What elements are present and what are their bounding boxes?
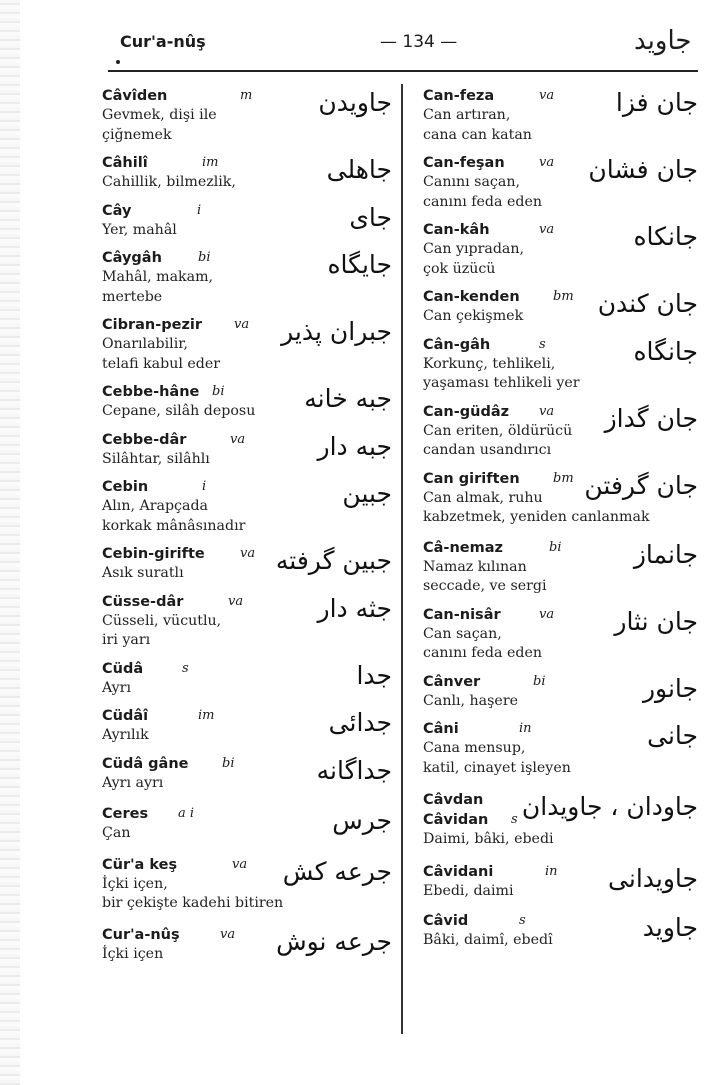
dictionary-entry: [423, 220, 698, 279]
ottoman-script-word: جان فزا: [615, 88, 698, 117]
headword: Can-nisâr: [423, 606, 501, 623]
definition-line: Ebedi, daimi: [423, 882, 514, 899]
definition-line: iri yarı: [102, 632, 151, 648]
ottoman-script-word: جان کندن: [597, 289, 698, 318]
grammar-tag: im: [202, 155, 219, 170]
headword: Câvîden: [102, 88, 168, 104]
ottoman-script-word: جاهلی: [326, 155, 392, 184]
headword: Can-feza: [423, 88, 495, 104]
ottoman-script-word: جاودان ، جاویدان: [521, 792, 698, 821]
ottoman-script-word: جدا: [356, 660, 392, 690]
headword: Cibran-pezir: [102, 317, 203, 333]
dictionary-entry: [102, 544, 392, 584]
definition-line: katil, cinayet işleyen: [423, 759, 571, 776]
headword: Câvidan: [423, 812, 489, 828]
ottoman-script-word: جاویدانی: [608, 863, 698, 893]
headword: Can giriften: [423, 470, 520, 487]
ottoman-script-word: جایگاه: [327, 250, 392, 279]
column-divider: [401, 84, 403, 1034]
headword: Cebin-girifte: [102, 546, 205, 562]
headword: Cebbe-dâr: [102, 431, 187, 448]
grammar-tag: bi: [549, 539, 562, 555]
headword: Can-feşan: [423, 155, 505, 171]
dictionary-entry: [102, 477, 392, 536]
dictionary-entry: [102, 153, 392, 193]
headword: Câ-nemaz: [423, 539, 503, 556]
dictionary-entry: [102, 659, 392, 699]
definition-line: Can eriten, öldürücü: [423, 422, 573, 439]
dictionary-entry: [102, 201, 392, 241]
left-column: [102, 86, 392, 964]
grammar-tag: va: [228, 593, 244, 609]
definition-line: Cana mensup,: [423, 740, 526, 756]
grammar-tag: va: [539, 222, 555, 237]
grammar-tag: va: [232, 856, 248, 872]
ottoman-script-word: جرعه نوش: [276, 926, 392, 956]
dictionary-entry: [423, 335, 698, 394]
definition-line: çok üzücü: [423, 260, 496, 277]
headword: Ceres: [102, 806, 149, 822]
headword: Cebin: [102, 479, 149, 495]
dictionary-entry: [102, 706, 392, 746]
headword: Can-güdâz: [423, 403, 510, 420]
definition-line: mertebe: [102, 288, 163, 305]
grammar-tag: va: [539, 403, 555, 419]
dictionary-entry: [102, 804, 392, 844]
page-number: — 134 —: [380, 32, 458, 52]
definition-line: Can çekişmek: [423, 308, 524, 324]
definition-line: Cahillik, bilmezlik,: [102, 174, 236, 190]
headword: Câvidani: [423, 863, 494, 880]
ottoman-script-word: جرعه کش: [282, 856, 392, 886]
grammar-tag: va: [539, 606, 555, 622]
definition-line: Canlı, haşere: [423, 692, 518, 709]
definition-line: canını feda eden: [423, 193, 542, 210]
grammar-tag: bm: [553, 289, 574, 304]
grammar-tag: bi: [222, 755, 235, 771]
definition-line: Can artıran,: [423, 107, 511, 123]
ottoman-script-word: جبران پذیر: [281, 317, 392, 346]
definition-line: yaşaması tehlikeli yer: [423, 375, 580, 391]
definition-line: İçki içen: [102, 945, 164, 962]
grammar-tag: a i: [178, 806, 195, 821]
grammar-tag: va: [539, 88, 555, 103]
grammar-tag: s: [539, 336, 546, 352]
headword: Cüsse-dâr: [102, 593, 184, 610]
grammar-tag: s: [182, 660, 189, 676]
dictionary-entry: [102, 86, 392, 145]
ottoman-script-word: جانکاه: [633, 222, 698, 251]
dictionary-entry: [102, 855, 392, 914]
grammar-tag: va: [539, 155, 555, 170]
dictionary-entry: [423, 790, 698, 850]
ottoman-script-word: جرس: [332, 806, 392, 835]
grammar-tag: in: [545, 863, 558, 879]
definition-line: Silâhtar, silâhlı: [102, 450, 210, 467]
dictionary-entry: [423, 153, 698, 212]
ottoman-script-word: جبین گرفته: [275, 546, 392, 575]
definition-line: Canını saçan,: [423, 174, 520, 190]
grammar-tag: m: [240, 88, 253, 103]
definition-line: Daimi, bâki, ebedi: [423, 831, 554, 847]
dictionary-entry: [102, 925, 392, 965]
grammar-tag: va: [230, 431, 246, 447]
definition-line: cana can katan: [423, 126, 532, 143]
definition-line: kabzetmek, yeniden canlanmak: [423, 509, 650, 525]
definition-line: seccade, ve sergi: [423, 578, 547, 594]
running-head-right: جاوید: [634, 26, 692, 56]
page-edge-scan: [0, 0, 20, 1085]
headword: Cân-gâh: [423, 336, 491, 353]
grammar-tag: i: [202, 479, 207, 494]
definition-line: Ayrı: [102, 679, 132, 696]
grammar-tag: s: [519, 913, 526, 928]
headword: Câni: [423, 721, 459, 737]
headword: Cebbe-hâne: [102, 384, 200, 400]
headword: Can-kenden: [423, 289, 520, 305]
dictionary-entry: [423, 538, 698, 597]
grammar-tag: i: [197, 202, 202, 218]
ottoman-script-word: جان نثار: [614, 606, 698, 636]
ottoman-script-word: جدائی: [328, 708, 392, 737]
definition-line: Cüsseli, vücutlu,: [102, 612, 222, 629]
dictionary-entry: [423, 605, 698, 664]
ottoman-script-word: جاویدن: [318, 88, 392, 117]
ottoman-script-word: جای: [349, 202, 392, 232]
header-dot: [116, 60, 120, 64]
headword: Cur'a-nûş: [102, 926, 180, 943]
definition-line: Alın, Arapçada: [102, 498, 208, 514]
dictionary-entry: [423, 469, 698, 528]
headword: Can-kâh: [423, 222, 490, 238]
ottoman-script-word: جبه دار: [317, 431, 392, 461]
dictionary-entry: [423, 719, 698, 778]
ottoman-script-word: جانماز: [633, 539, 698, 569]
ottoman-script-word: جانور: [642, 673, 698, 703]
grammar-tag: va: [234, 317, 250, 332]
ottoman-script-word: جداگانه: [316, 755, 392, 785]
ottoman-script-word: جبه خانه: [304, 384, 392, 413]
dictionary-entry: [423, 672, 698, 712]
right-column: [423, 86, 698, 951]
definition-line: Onarılabilir,: [102, 336, 188, 352]
headword: Cüdâî: [102, 708, 149, 724]
definition-line: Mahâl, makam,: [102, 269, 214, 285]
dictionary-entry: [102, 315, 392, 374]
dictionary-entry: [102, 382, 392, 422]
definition-line: candan usandırıcı: [423, 442, 552, 458]
headword: Cür'a keş: [102, 856, 178, 873]
headword: Câvdan: [423, 792, 484, 808]
headword: Câhilî: [102, 155, 148, 171]
definition-line: Cepane, silâh deposu: [102, 403, 256, 419]
dictionary-entry: [423, 86, 698, 145]
definition-line: Ayrı ayrı: [102, 774, 164, 791]
header-rule: [108, 70, 698, 72]
dictionary-entry: [102, 248, 392, 307]
grammar-tag: im: [198, 708, 215, 723]
headword: Cüdâ: [102, 660, 144, 677]
dictionary-entry: [102, 430, 392, 470]
grammar-tag: va: [220, 926, 236, 942]
dictionary-entry: [423, 862, 698, 902]
ottoman-script-word: جاوید: [642, 913, 698, 942]
definition-line: Çan: [102, 825, 131, 841]
definition-line: telafi kabul eder: [102, 355, 221, 372]
headword: Cây: [102, 202, 132, 219]
definition-line: Ayrılık: [102, 727, 149, 743]
grammar-tag: in: [519, 721, 532, 736]
ottoman-script-word: جان گرفتن: [584, 470, 698, 500]
dictionary-entry: [102, 592, 392, 651]
ottoman-script-word: جان گداز: [604, 403, 698, 433]
definition-line: Can almak, ruhu: [423, 489, 543, 506]
definition-line: korkak mânâsınadır: [102, 517, 246, 534]
dictionary-entry: [423, 911, 698, 951]
definition-line: Asık suratlı: [102, 565, 184, 581]
definition-line: canını feda eden: [423, 645, 542, 661]
running-head-left: Cur'a-nûş: [120, 32, 206, 51]
definition-line: çiğnemek: [102, 126, 172, 143]
definition-line: bir çekişte kadehi bitiren: [102, 895, 284, 911]
headword: Cüdâ gâne: [102, 755, 189, 772]
definition-line: Can saçan,: [423, 625, 502, 642]
definition-line: Can yıpradan,: [423, 241, 525, 257]
grammar-tag: bi: [212, 384, 225, 399]
headword: Câvid: [423, 913, 469, 929]
headword: Cânver: [423, 673, 481, 690]
dictionary-entry: [423, 287, 698, 327]
ottoman-script-word: جانگاه: [633, 336, 698, 366]
definition-line: Namaz kılınan: [423, 558, 527, 575]
definition-line: İçki içen,: [102, 875, 168, 892]
grammar-tag: va: [240, 546, 256, 561]
grammar-tag: s: [511, 812, 518, 827]
definition-line: Korkunç, tehlikeli,: [423, 355, 556, 372]
dictionary-entry: [423, 402, 698, 461]
grammar-tag: bi: [198, 250, 211, 265]
grammar-tag: bm: [553, 470, 574, 486]
ottoman-script-word: جان فشان: [588, 155, 698, 184]
ottoman-script-word: جبین: [342, 479, 392, 508]
ottoman-script-word: جثه دار: [317, 593, 392, 623]
page-header: [108, 26, 698, 70]
ottoman-script-word: جانی: [647, 721, 698, 750]
definition-line: Bâki, daimî, ebedî: [423, 932, 553, 948]
dictionary-entry: [102, 754, 392, 794]
grammar-tag: bi: [533, 673, 546, 689]
definition-line: Yer, mahâl: [102, 221, 177, 238]
definition-line: Gevmek, dişi ile: [102, 107, 217, 123]
headword: Câygâh: [102, 250, 162, 266]
